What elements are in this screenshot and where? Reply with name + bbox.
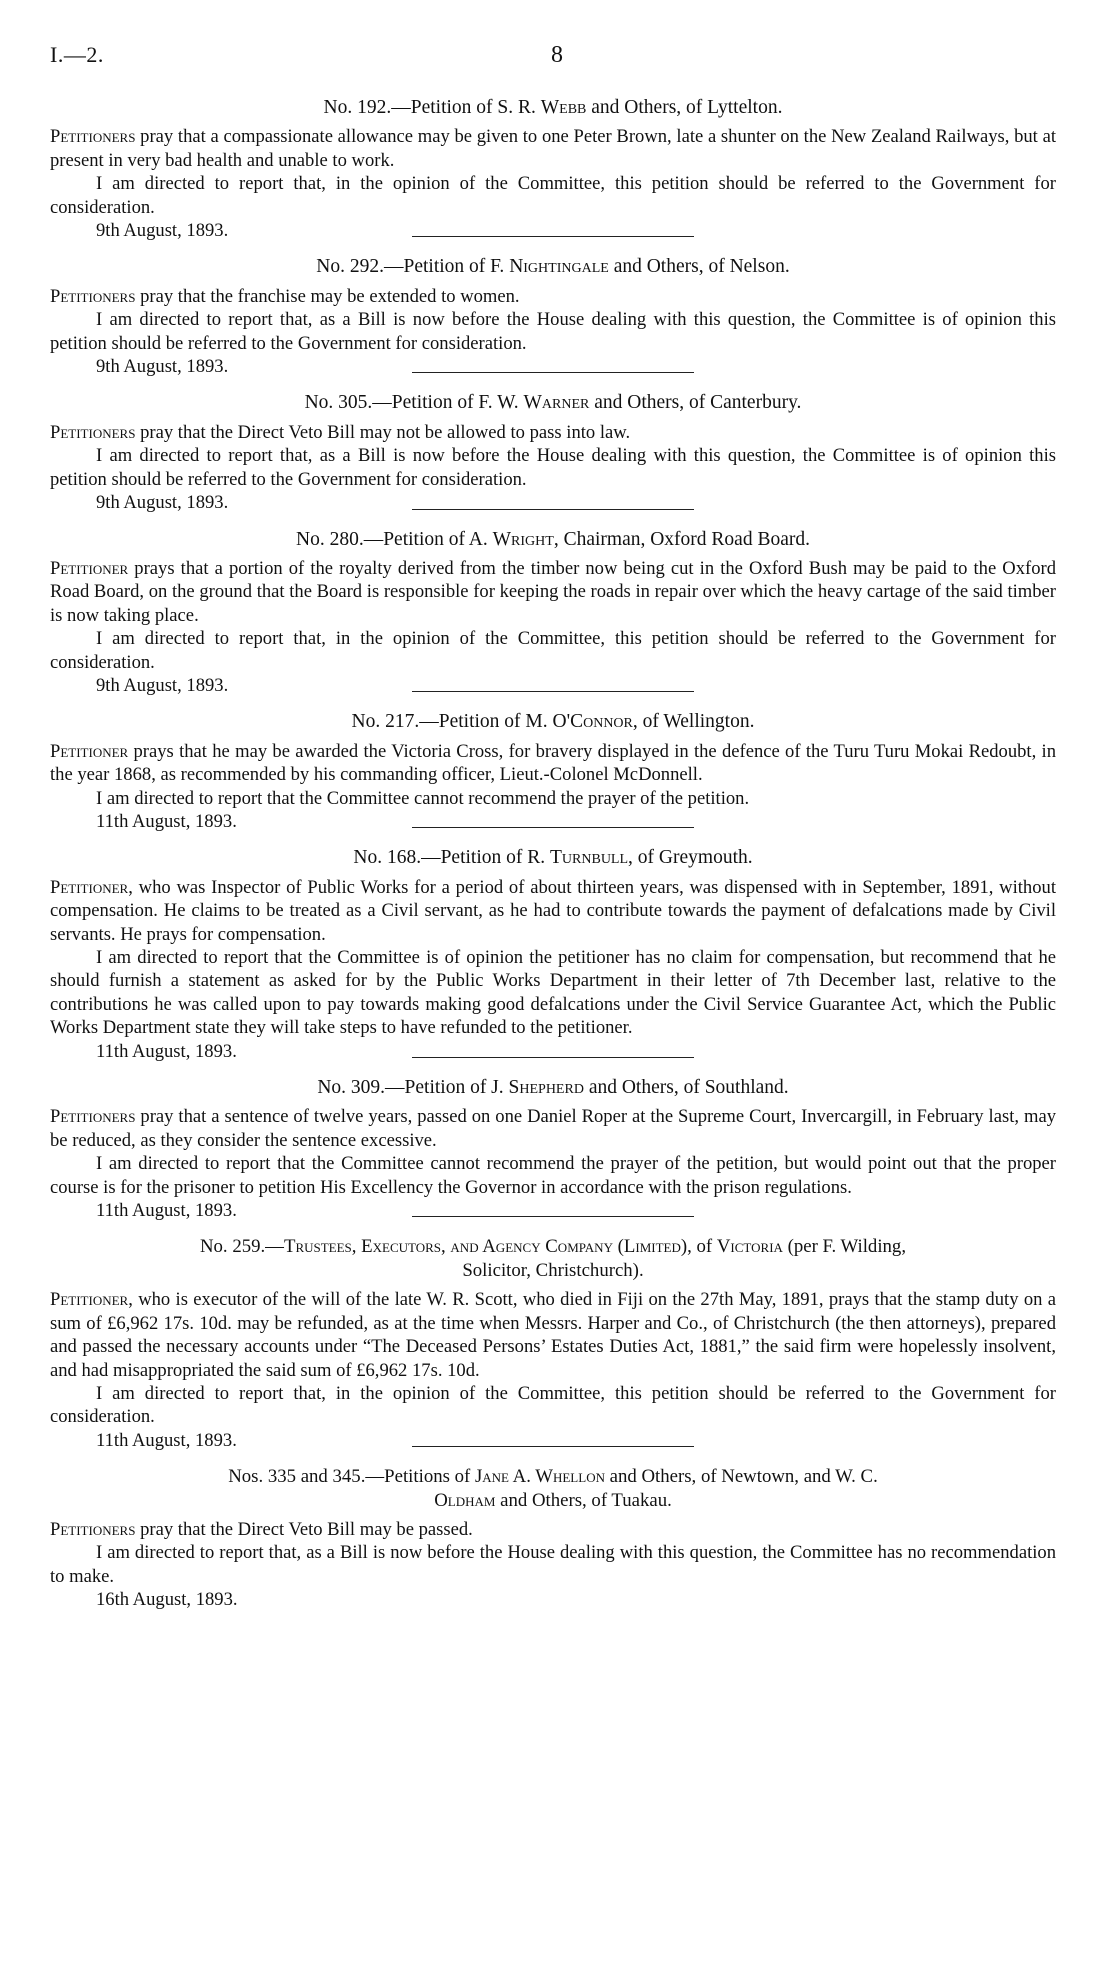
committee-report: I am directed to report that, in the opinion of the Committee, this petition should be referred to the Government for consideration.	[50, 1382, 1056, 1428]
title-text: No. 309.—Petition of J.	[317, 1077, 509, 1099]
lead-word: Petitioner	[50, 557, 129, 579]
petitioner-name: Jane A. Whellon	[474, 1466, 605, 1488]
petition-168	[50, 846, 1056, 1063]
section-divider	[412, 509, 694, 510]
title-text: , of Greymouth.	[628, 847, 753, 869]
petition-prayer	[50, 876, 1056, 946]
petition-259	[50, 1235, 1056, 1452]
prayer-text: pray that the Direct Veto Bill may be passed.	[135, 1518, 473, 1540]
lead-word: Petitioner	[50, 740, 129, 762]
report-date: 9th August, 1893.	[96, 492, 229, 514]
section-divider	[412, 1446, 694, 1447]
committee-report: I am directed to report that, in the opinion of the Committee, this petition should be referred to the Government for consideration.	[50, 173, 1056, 218]
petition-305	[50, 391, 1056, 514]
title-text: and Others, of Tuakau.	[495, 1489, 672, 1511]
title-text: and Others, of Lyttelton.	[586, 97, 783, 118]
section-divider	[412, 1216, 694, 1217]
title-text: No. 192.—Petition of S. R.	[323, 97, 541, 118]
section-divider	[412, 1057, 694, 1058]
prayer-text: pray that a sentence of twelve years, passed on one Daniel Roper at the Supreme Court, Invercargill, in February last, may be reduced, as they consider the sentence excessive.	[50, 1106, 1056, 1151]
title-text: and Others, of Nelson.	[608, 256, 790, 278]
petition-280	[50, 528, 1056, 698]
report-date: 11th August, 1893.	[96, 1040, 237, 1062]
petition-title	[50, 528, 1056, 551]
petition-prayer	[50, 421, 1056, 444]
petition-192	[50, 96, 1056, 242]
prayer-text: pray that the Direct Veto Bill may not be allowed to pass into law.	[135, 421, 631, 443]
petition-prayer	[50, 740, 1056, 787]
committee-report: I am directed to report that the Committee is of opinion the petitioner has no claim for compensation, but recommend that he should furnish a statement as asked for by the Public Works Department in their letter of 7th December last, relative to the contributions he was called upon to pay towards making good defalcations under the Civil Service Guarantee Act, which the Public Works Department state they will take steps to have refunded to the petitioner.	[50, 947, 1056, 1039]
prayer-text: pray that a compassionate allowance may be given to one Peter Brown, late a shunter on the New Zealand Railways, but at present in very bad health and unable to work.	[50, 126, 1056, 171]
committee-report: I am directed to report that, as a Bill is now before the House dealing with this question, the Committee is of opinion this petition should be referred to the Government for consideration.	[50, 309, 1056, 354]
title-text: and Others, of Southland.	[583, 1077, 789, 1099]
petitioner-name: O'Connor	[552, 711, 633, 733]
petition-prayer	[50, 1105, 1056, 1152]
petition-title	[50, 846, 1056, 869]
title-text: No. 259.—	[199, 1236, 284, 1258]
petitioner-place: Victoria	[716, 1236, 783, 1258]
prayer-text: , who is executor of the will of the late W. R. Scott, who died in Fiji on the 27th May, 1891, prays that the stamp duty on a sum of £6,962 17s. 10d. may be refunded, as at the time when Messrs. Harper and Co., of Christchurch (the then attorneys), prepared and passed the necessary accounts under “The Deceased Persons’ Estates Duties Act, 1881,” the said firm were hopelessly insolvent, and had misappropriated the said sum of £6,962 17s. 10d.	[50, 1289, 1056, 1381]
petition-335-345	[50, 1465, 1056, 1611]
title-text: , of	[687, 1236, 717, 1258]
petition-prayer	[50, 1288, 1056, 1382]
committee-report: I am directed to report that the Committee cannot recommend the prayer of the petition, but would point out that the proper course is for the prisoner to petition His Excellency the Governor in accordance with the prison regulations.	[50, 1153, 1056, 1198]
prayer-text: prays that he may be awarded the Victoria Cross, for bravery displayed in the defence of the Turu Turu Mokai Redoubt, in the year 1868, as recommended by his commanding officer, Lieut.-Colonel McDonnell.	[50, 740, 1056, 786]
petition-title	[50, 710, 1056, 733]
paper-reference: I.—2.	[50, 42, 104, 67]
section-divider	[412, 236, 694, 237]
title-text: and Others, of Newtown, and W. C.	[604, 1466, 878, 1488]
title-text: No. 217.—Petition of M.	[351, 711, 553, 733]
petitioner-name: Shepherd	[508, 1077, 584, 1099]
report-date: 16th August, 1893.	[96, 1589, 238, 1611]
title-second-line	[50, 1489, 1056, 1512]
petition-title	[50, 96, 1056, 119]
lead-word: Petitioner	[50, 1289, 129, 1311]
petitioner-name: Wright	[492, 528, 554, 550]
lead-word: Petitioners	[50, 421, 136, 443]
lead-word: Petitioner	[50, 876, 129, 898]
title-text: , Chairman, Oxford Road Board.	[553, 528, 810, 550]
title-text: (per F. Wilding,	[782, 1236, 907, 1258]
petition-prayer	[50, 285, 1056, 308]
committee-report: I am directed to report that, as a Bill is now before the House dealing with this question, the Committee has no recommendation to make.	[50, 1542, 1056, 1587]
prayer-text: prays that a portion of the royalty derived from the timber now being cut in the Oxford Bush may be paid to the Oxford Road Board, on the ground that the Board is responsible for keeping the roads in repair over which the heavy cartage of the said timber is now taking place.	[50, 557, 1056, 626]
petitioner-name: Trustees, Executors, and Agency Company (Limited)	[283, 1236, 688, 1258]
petition-title	[50, 391, 1056, 414]
lead-word: Petitioners	[50, 1106, 136, 1128]
petition-prayer	[50, 557, 1056, 627]
title-text: Nos. 335 and 345.—Petitions of	[228, 1466, 475, 1488]
petitioner-name: Warner	[523, 392, 590, 414]
report-date: 11th August, 1893.	[96, 1200, 237, 1222]
petitioner-name: Nightingale	[509, 256, 609, 278]
title-text: No. 305.—Petition of F. W.	[304, 392, 524, 414]
report-date: 9th August, 1893.	[96, 674, 229, 696]
title-text: No. 168.—Petition of R.	[353, 847, 551, 869]
petitioner-name: Oldham	[434, 1489, 496, 1511]
lead-word: Petitioners	[50, 1518, 136, 1540]
petition-217	[50, 710, 1056, 833]
report-date: 11th August, 1893.	[96, 1429, 237, 1451]
petitioner-name: Webb	[540, 97, 587, 118]
section-divider	[412, 372, 694, 373]
petition-title	[50, 255, 1056, 278]
petitions-list	[50, 96, 1056, 1612]
title-text: No. 292.—Petition of F.	[316, 256, 510, 278]
committee-report: I am directed to report that the Committee cannot recommend the prayer of the petition.	[96, 787, 750, 809]
petition-prayer	[50, 125, 1056, 172]
petition-title	[50, 1465, 1056, 1512]
committee-report: I am directed to report that, as a Bill is now before the House dealing with this question, the Committee is of opinion this petition should be referred to the Government for consideration.	[50, 445, 1056, 490]
petition-title	[50, 1235, 1056, 1282]
petition-292	[50, 255, 1056, 378]
report-date: 9th August, 1893.	[96, 356, 229, 378]
petitioner-name: Turnbull	[550, 847, 629, 869]
section-divider	[412, 691, 694, 692]
report-date: 9th August, 1893.	[96, 220, 229, 242]
report-date: 11th August, 1893.	[96, 810, 237, 832]
title-text: and Others, of Canterbury.	[589, 392, 802, 414]
title-text: No. 280.—Petition of A.	[296, 528, 493, 550]
title-text: Solicitor, Christchurch).	[462, 1259, 644, 1281]
section-divider	[412, 827, 694, 828]
lead-word: Petitioners	[50, 285, 136, 307]
page-number: 8	[551, 42, 563, 68]
petition-prayer	[50, 1518, 1056, 1541]
petition-title	[50, 1076, 1056, 1099]
lead-word: Petitioners	[50, 126, 136, 148]
committee-report: I am directed to report that, in the opinion of the Committee, this petition should be referred to the Government for consideration.	[50, 628, 1056, 673]
prayer-text: pray that the franchise may be extended to women.	[135, 285, 520, 307]
title-text: , of Wellington.	[632, 711, 755, 733]
petition-309	[50, 1076, 1056, 1222]
prayer-text: , who was Inspector of Public Works for a period of about thirteen years, was dispensed with in September, 1891, without compensation. He claims to be treated as a Civil servant, as he had to contribute towards the payment of defalcations made by Civil servants. He prays for compensation.	[50, 876, 1056, 945]
